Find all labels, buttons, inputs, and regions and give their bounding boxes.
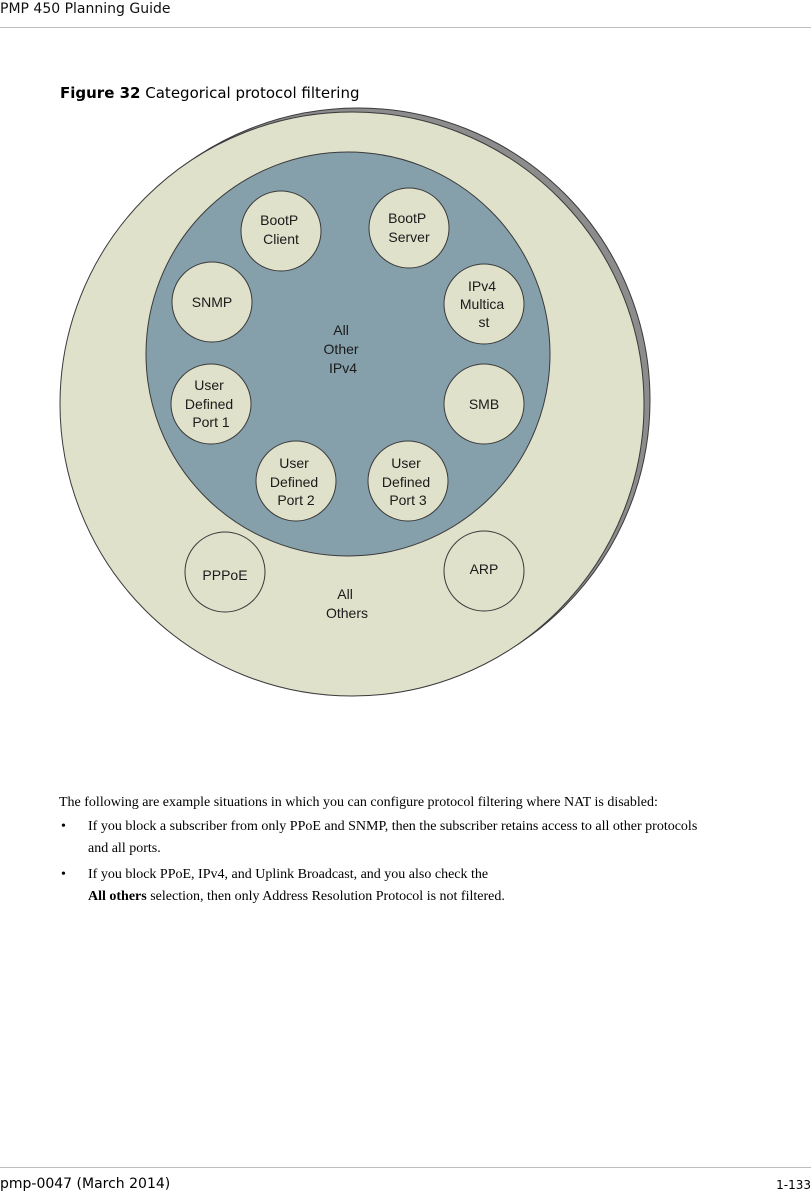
node-snmp — [172, 262, 252, 342]
protocol-filter-diagram — [0, 100, 811, 710]
list-item-line: If you block a subscriber from only PPoE and SNMP, then the subscriber retains access to all other protocols — [88, 819, 698, 834]
svg-text:PPPoE: PPPoE — [202, 567, 248, 583]
inner-circle-label: All Other IPv4 — [323, 322, 359, 376]
example-list — [59, 816, 811, 908]
running-header: PMP 450 Planning Guide — [0, 1, 171, 17]
svg-text:User Defined Port: User Defined Port 3 — [381, 455, 431, 508]
outer-circle-label: All Others — [325, 586, 369, 621]
list-item-line: and all ports. — [88, 841, 161, 856]
bullet-icon: • — [61, 867, 66, 882]
list-item — [59, 816, 811, 860]
svg-text:User Defined Port: User Defined Port 2 — [269, 455, 319, 508]
node-pppoe — [185, 532, 265, 612]
header-divider — [0, 27, 811, 28]
figure-caption-text: Categorical protocol filtering — [145, 84, 360, 102]
svg-text:SNMP: SNMP — [191, 294, 233, 310]
intro-paragraph: The following are example situations in which you can configure protocol filtering where NAT is disabled: — [59, 795, 658, 810]
list-item-line — [88, 886, 811, 908]
svg-text:IPv4 Multica st: IPv4 Multica st — [459, 278, 505, 330]
node-ipv4-multicast — [444, 264, 524, 344]
footer-divider — [0, 1167, 811, 1168]
node-bootp-client — [241, 191, 321, 271]
svg-text:BootP Client: BootP Client — [260, 212, 299, 247]
list-item-text: selection, then only Address Resolution Protocol is not filtered. — [146, 889, 505, 904]
document-id: pmp-0047 (March 2014) — [0, 1176, 171, 1192]
svg-text:User Defined Port: User Defined Port 1 — [184, 377, 234, 430]
page-number: 1-133 — [776, 1178, 811, 1192]
body-text — [59, 792, 811, 912]
bullet-icon: • — [61, 819, 66, 834]
node-user-defined-port-2 — [256, 441, 336, 521]
node-user-defined-port-3 — [368, 441, 448, 521]
svg-text:BootP Server: BootP Server — [388, 210, 430, 245]
node-smb — [444, 364, 524, 444]
figure-number: Figure 32 — [60, 84, 141, 102]
svg-text:SMB: SMB — [468, 396, 500, 412]
all-others-term: All others — [88, 889, 147, 904]
node-user-defined-port-1 — [171, 364, 251, 444]
list-item-line: If you block PPoE, IPv4, and Uplink Broadcast, and you also check the — [88, 867, 489, 882]
node-bootp-server — [369, 188, 449, 268]
svg-text:ARP: ARP — [469, 561, 499, 577]
node-arp — [444, 531, 524, 611]
list-item — [59, 864, 811, 908]
